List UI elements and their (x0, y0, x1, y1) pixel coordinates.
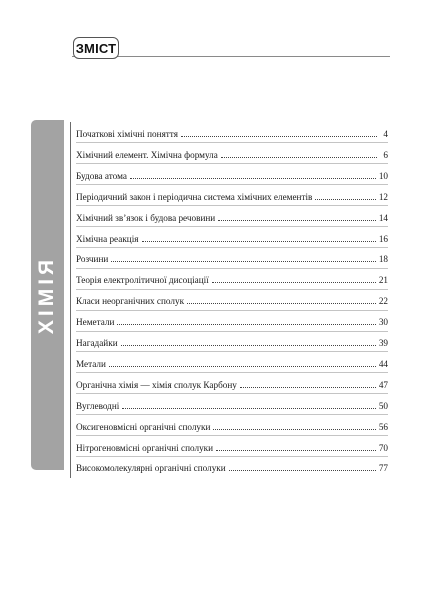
toc-leader-dots (122, 399, 376, 409)
toc-row-divider (76, 142, 388, 143)
toc-entry[interactable] (76, 461, 388, 475)
toc-entry-page: 12 (378, 191, 388, 202)
toc-entry-page: 70 (378, 442, 388, 453)
toc-entry-page: 4 (383, 129, 388, 139)
toc-entry-title: Високомолекулярні органічні сполуки (76, 463, 226, 474)
side-tab-label: ХІМІЯ (35, 255, 59, 335)
toc-entry-title: Вуглеводні (76, 400, 120, 411)
toc-entry-page: 21 (378, 275, 388, 286)
toc-entry[interactable] (76, 232, 388, 246)
toc-entry-title: Розчини (76, 254, 109, 265)
toc-leader-dots (111, 252, 376, 262)
toc-leader-dots (216, 441, 376, 451)
toc-entry[interactable] (76, 169, 388, 183)
toc-row-divider (76, 205, 388, 206)
toc-entry-title: Оксигеновмісні органічні сполуки (76, 421, 211, 432)
toc-entry-page: 77 (378, 463, 388, 474)
toc-entry-title: Класи неорганічних сполук (76, 296, 185, 307)
toc-entry-page: 18 (378, 254, 388, 265)
toc-entry-page: 50 (378, 400, 388, 411)
toc-row-divider (76, 414, 388, 415)
toc-row-divider (76, 435, 388, 436)
toc-row-divider (76, 393, 388, 394)
toc-leader-dots (187, 294, 376, 304)
table-of-contents (70, 122, 390, 478)
toc-entry-title: Початкові хімічні поняття (76, 129, 178, 139)
toc-row-divider (76, 247, 388, 248)
toc-leader-dots (212, 273, 376, 283)
page-title: ЗМІСТ (73, 37, 119, 59)
toc-entry-page: 39 (378, 338, 388, 348)
toc-leader-dots (229, 461, 376, 471)
toc-leader-dots (221, 148, 377, 158)
toc-entry-page: 44 (378, 358, 388, 369)
toc-entry-page: 30 (378, 317, 388, 328)
toc-entry[interactable] (76, 211, 388, 225)
header-rule (72, 56, 390, 57)
toc-leader-dots (121, 336, 376, 346)
toc-row-divider (76, 372, 388, 373)
toc-row-divider (76, 289, 388, 290)
toc-entry[interactable] (76, 336, 388, 350)
toc-entry[interactable] (76, 420, 388, 434)
toc-entry-title: Нагадайки (76, 338, 118, 348)
toc-leader-dots (130, 169, 376, 179)
toc-leader-dots (181, 127, 377, 137)
toc-leader-dots (218, 211, 376, 221)
toc-leader-dots (109, 357, 376, 367)
toc-entry-page: 10 (378, 170, 388, 181)
toc-leader-dots (240, 378, 376, 388)
toc-leader-dots (117, 315, 375, 325)
toc-row-divider (76, 331, 388, 332)
side-tab (31, 120, 64, 470)
toc-entry-title: Нітрогеновмісні органічні сполуки (76, 442, 214, 453)
toc-row-divider (76, 226, 388, 227)
toc-row-divider (76, 268, 388, 269)
toc-entry[interactable] (76, 315, 388, 329)
toc-entry-page: 16 (378, 233, 388, 244)
toc-entry[interactable] (76, 252, 388, 266)
toc-entry-title: Хімічний елемент. Хімічна формула (76, 149, 218, 160)
toc-row-divider (76, 184, 388, 185)
toc-entry[interactable] (76, 399, 388, 413)
toc-entry[interactable] (76, 190, 388, 204)
toc-entry-title: Будова атома (76, 170, 127, 181)
toc-entry[interactable] (76, 357, 388, 371)
toc-row-divider (76, 163, 388, 164)
toc-entry-title: Хімічна реакція (76, 233, 139, 244)
toc-entry-page: 22 (378, 296, 388, 307)
toc-leader-dots (213, 420, 375, 430)
toc-entry-page: 6 (383, 149, 388, 160)
toc-entry-title: Метали (76, 358, 106, 369)
toc-row-divider (76, 351, 388, 352)
toc-entry-title: Неметали (76, 317, 115, 328)
toc-leader-dots (315, 190, 375, 200)
toc-entry-page: 47 (378, 379, 388, 390)
toc-entry[interactable] (76, 127, 388, 141)
toc-row-divider (76, 456, 388, 457)
toc-entry[interactable] (76, 294, 388, 308)
toc-entry-page: 56 (378, 421, 388, 432)
toc-entry[interactable] (76, 441, 388, 455)
toc-entry-title: Органічна хімія — хімія сполук Карбону (76, 379, 237, 390)
toc-row-divider (76, 310, 388, 311)
toc-entry-page: 14 (378, 212, 388, 223)
toc-leader-dots (142, 232, 376, 242)
toc-entry[interactable] (76, 148, 388, 162)
toc-entry[interactable] (76, 273, 388, 287)
toc-entry[interactable] (76, 378, 388, 392)
toc-entry-title: Періодичний закон і періодична система хімічних елементів (76, 191, 313, 202)
toc-entry-title: Теорія електролітичної дисоціації (76, 275, 209, 286)
toc-entry-title: Хімічний зв’язок і будова речовини (76, 212, 216, 223)
